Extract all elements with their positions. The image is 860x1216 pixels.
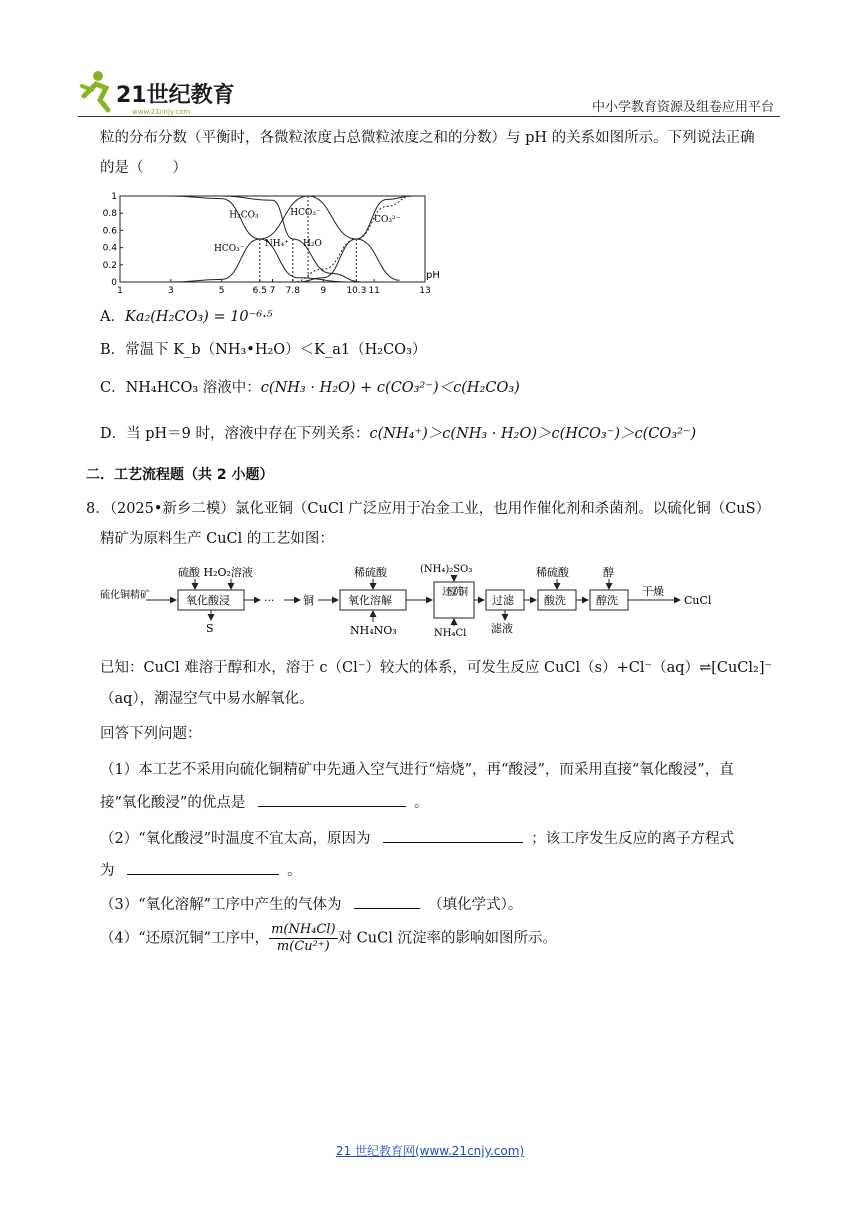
q8-part2-line1: （2）“氧化酸浸”时温度不宜太高，原因为 ；该工序发生反应的离子方程式 bbox=[100, 828, 734, 849]
y-tick-label: 0.6 bbox=[102, 226, 117, 237]
option-c-prefix: C．NH₄HCO₃ 溶液中： bbox=[100, 380, 261, 396]
x-tick-label: 5 bbox=[218, 286, 225, 296]
curve-label-3: NH₄⁺ bbox=[264, 238, 289, 249]
q8-known-line2: （aq），潮湿空气中易水解氧化。 bbox=[100, 691, 314, 707]
x-tick-label: 13 bbox=[419, 286, 431, 296]
flow-box1-output: S bbox=[206, 622, 214, 635]
footer-link[interactable]: 21 世纪教育网(www.21cnjy.com) bbox=[335, 1144, 525, 1158]
y-tick-label: 0.4 bbox=[102, 243, 117, 254]
x-tick-label: 11 bbox=[368, 286, 380, 296]
y-tick-label: 0 bbox=[111, 278, 117, 288]
distribution-chart bbox=[95, 186, 455, 300]
curve-label-1: HCO₃⁻ bbox=[214, 244, 245, 255]
answer-blank-3[interactable] bbox=[127, 860, 279, 875]
q7-intro-line2: 的是（ ） bbox=[100, 160, 187, 176]
curve-label-2: HCO₃⁻ bbox=[290, 207, 321, 218]
flow-product: CuCl bbox=[684, 594, 712, 607]
flow-box6-input: 醇 bbox=[603, 566, 614, 579]
answer-blank-1[interactable] bbox=[258, 792, 406, 807]
option-a-letter: A． bbox=[100, 309, 125, 325]
flow-box1-input: 硫酸 H₂O₂溶液 bbox=[178, 566, 253, 579]
runner-icon bbox=[82, 71, 108, 110]
x-axis-label: pH bbox=[426, 270, 440, 281]
logo-text: 21世纪教育 bbox=[116, 83, 235, 108]
q8-part3: （3）“氧化溶解”工序中产生的气体为 （填化学式）。 bbox=[100, 894, 522, 915]
flow-box1-label: 氧化酸浸 bbox=[186, 594, 230, 607]
x-tick-label: 10.3 bbox=[346, 286, 367, 296]
flow-box3-input-bottom: NH₄Cl bbox=[434, 628, 467, 639]
q8-part1-line2: 接“氧化酸浸”的优点是 。 bbox=[100, 792, 428, 813]
y-tick-label: 1 bbox=[111, 192, 117, 202]
option-d-math: c(NH₄⁺)＞c(NH₃ · H₂O)＞c(HCO₃⁻)＞c(CO₃²⁻) bbox=[369, 426, 697, 442]
option-d bbox=[100, 424, 696, 444]
footer bbox=[0, 1142, 860, 1159]
section-title: 二．工艺流程题（共 2 小题） bbox=[86, 467, 274, 483]
logo-url: www.21cnjy.com bbox=[132, 108, 191, 116]
q8-part1-line1: （1）本工艺不采用向硫化铜精矿中先通入空气进行“焙烧”，再“酸浸”，而采用直接“氧化酸浸”，直 bbox=[100, 762, 734, 778]
option-d-prefix: D．当 pH＝9 时，溶液中存在下列关系： bbox=[100, 426, 370, 442]
flow-box5-input: 稀硫酸 bbox=[536, 566, 569, 579]
flow-dry: 干燥 bbox=[642, 585, 664, 598]
answer-blank-2[interactable] bbox=[383, 828, 523, 843]
x-tick-label: 7.8 bbox=[285, 286, 300, 296]
flow-box3-input-top: (NH₄)₂SO₃ bbox=[420, 564, 473, 575]
flow-box2-label: 氧化溶解 bbox=[348, 594, 392, 607]
q8-line1: 8．（2025•新乡二模）氯化亚铜（CuCl 广泛应用于冶金工业，也用作催化剂和杀菌剂。以硫化铜（CuS） bbox=[86, 501, 771, 517]
y-tick-label: 0.8 bbox=[102, 209, 117, 220]
flow-box4-label: 过滤 bbox=[492, 594, 514, 607]
option-a-math: Ka₂(H₂CO₃) = 10⁻⁶·⁵ bbox=[124, 309, 273, 325]
flow-box4-output: 滤液 bbox=[491, 622, 513, 635]
x-tick-label: 3 bbox=[167, 286, 174, 296]
q8-part2-line2: 为 。 bbox=[100, 860, 302, 881]
logo bbox=[78, 66, 253, 118]
flow-copper: 铜 bbox=[303, 594, 314, 607]
flow-box5-label: 酸洗 bbox=[544, 594, 566, 607]
answer-blank-4[interactable] bbox=[354, 894, 420, 909]
y-tick-label: 0.2 bbox=[102, 260, 117, 271]
q8-line2: 精矿为原料生产 CuCl 的工艺如图： bbox=[100, 531, 334, 547]
flow-dots: ··· bbox=[264, 594, 275, 607]
x-tick-label: 9 bbox=[320, 286, 327, 296]
platform-name: 中小学教育资源及组卷应用平台 bbox=[591, 100, 774, 115]
q7-intro-line1: 粒的分布分数（平衡时，各微粒浓度占总微粒浓度之和的分数）与 pH 的关系如图所示。下列说法正确 bbox=[100, 130, 755, 146]
x-tick-label: 1 bbox=[117, 286, 123, 296]
q8-part4: （4）“还原沉铜”工序中， $\frac{\text{m(NH₄Cl)}}{\text{m(Cu²⁺)}}$ 对 CuCl 沉淀率的影响如图所示。 bbox=[100, 922, 557, 954]
flow-box6-label: 醇洗 bbox=[596, 594, 618, 607]
header-divider bbox=[78, 116, 780, 117]
x-tick-label: 7 bbox=[269, 286, 276, 296]
flow-box2-input-bottom: NH₄NO₃ bbox=[350, 624, 397, 637]
curve-label-4: H₂O bbox=[303, 238, 322, 249]
process-flow-diagram bbox=[98, 562, 738, 640]
flow-box2-input-top: 稀硫酸 bbox=[354, 566, 387, 579]
curve-label-0: H₂CO₃ bbox=[229, 210, 259, 221]
option-b: B．常温下 K_b（NH₃•H₂O）＜K_a1（H₂CO₃） bbox=[100, 342, 427, 358]
option-c bbox=[100, 378, 520, 398]
option-a bbox=[100, 307, 273, 327]
option-c-math: c(NH₃ · H₂O) + c(CO₃²⁻)＜c(H₂CO₃) bbox=[260, 380, 520, 396]
curve-label-5: CO₃²⁻ bbox=[374, 214, 401, 225]
flow-start: 硫化铜精矿 bbox=[100, 590, 150, 601]
q8-answer-prompt: 回答下列问题： bbox=[100, 726, 202, 742]
mass-ratio-fraction: $\frac{\text{m(NH₄Cl)}}{\text{m(Cu²⁺)}}$ bbox=[271, 922, 336, 954]
flow-box3-label: 还原沉铜 bbox=[442, 587, 468, 598]
x-tick-label: 6.5 bbox=[252, 286, 267, 296]
q8-known-line1: 已知：CuCl 难溶于醇和水，溶于 c（Cl⁻）较大的体系，可发生反应 CuCl（s）+Cl⁻（aq）⇌[CuCl₂]⁻ bbox=[100, 660, 773, 676]
